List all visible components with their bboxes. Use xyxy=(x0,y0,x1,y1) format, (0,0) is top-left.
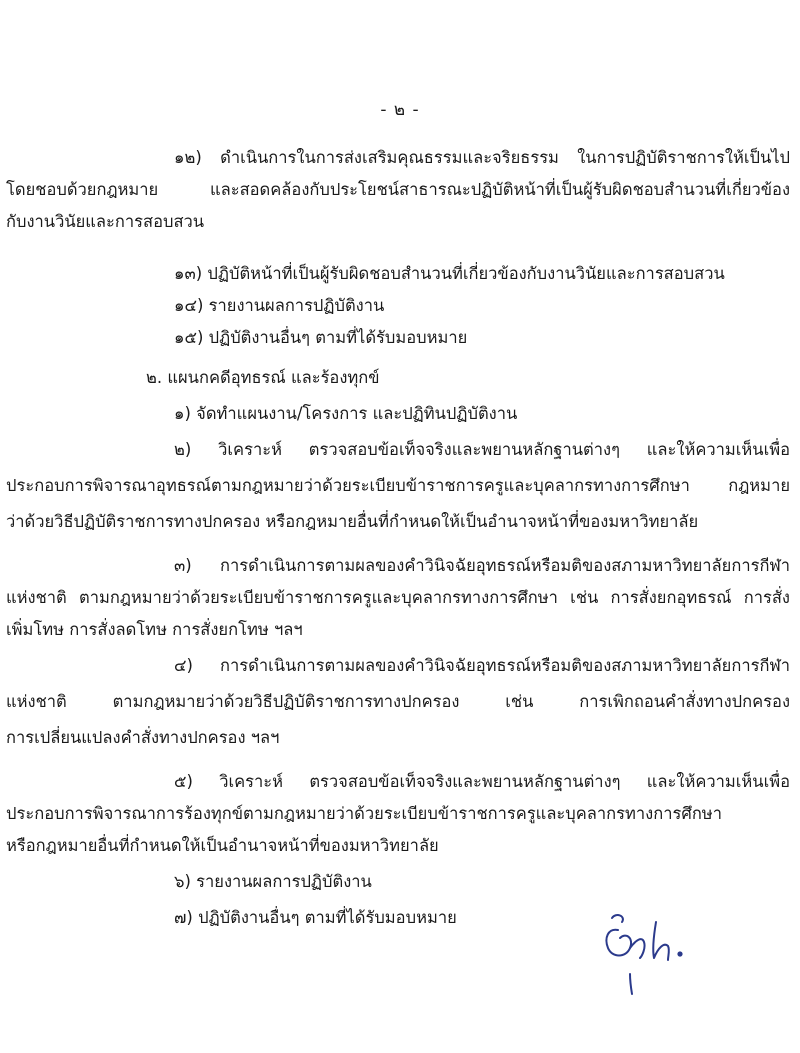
sub-item-5-line-1: ๕) วิเคราะห์ ตรวจสอบข้อเท็จจริงและพยานหลักฐานต่างๆ และให้ความเห็นเพื่อ xyxy=(174,772,790,791)
sub-item-7: ๗) ปฏิบัติงานอื่นๆ ตามที่ได้รับมอบหมาย xyxy=(174,908,457,927)
sub-item-2-line-2: ประกอบการพิจารณาอุทธรณ์ตามกฎหมายว่าด้วยระเบียบข้าราชการครูและบุคลากรทางการศึกษา กฎหมาย xyxy=(6,476,790,495)
sub-item-1: ๑) จัดทำแผนงาน/โครงการ และปฏิทินปฏิบัติงาน xyxy=(174,404,518,423)
item-13: ๑๓) ปฏิบัติหน้าที่เป็นผู้รับผิดชอบสำนวนที่เกี่ยวข้องกับงานวินัยและการสอบสวน xyxy=(174,264,725,283)
sub-item-6: ๖) รายงานผลการปฏิบัติงาน xyxy=(174,872,372,891)
sub-item-4-line-1: ๔) การดำเนินการตามผลของคำวินิจฉัยอุทธรณ์หรือมติของสภามหาวิทยาลัยการกีฬา xyxy=(174,656,790,675)
sub-item-5-line-3: หรือกฎหมายอื่นที่กำหนดให้เป็นอำนาจหน้าที่ของมหาวิทยาลัย xyxy=(6,836,439,855)
page-number: - ๒ - xyxy=(380,100,420,120)
item-14: ๑๔) รายงานผลการปฏิบัติงาน xyxy=(174,296,385,315)
item-15: ๑๕) ปฏิบัติงานอื่นๆ ตามที่ได้รับมอบหมาย xyxy=(174,328,468,347)
sub-item-2-line-1: ๒) วิเคราะห์ ตรวจสอบข้อเท็จจริงและพยานหลักฐานต่างๆ และให้ความเห็นเพื่อ xyxy=(174,440,790,459)
sub-item-4-line-3: การเปลี่ยนแปลงคำสั่งทางปกครอง ฯลฯ xyxy=(6,728,280,747)
sub-item-3-line-3: เพิ่มโทษ การสั่งลดโทษ การสั่งยกโทษ ฯลฯ xyxy=(6,620,303,639)
sub-item-3-line-2: แห่งชาติ ตามกฎหมายว่าด้วยระเบียบข้าราชการครูและบุคลากรทางการศึกษา เช่น การสั่งยกอุทธรณ์ การสั่ง xyxy=(6,588,790,607)
sub-item-5-line-2: ประกอบการพิจารณาการร้องทุกข์ตามกฎหมายว่าด้วยระเบียบข้าราชการครูและบุคลากรทางการศึกษา xyxy=(6,804,722,823)
sub-item-4-line-2: แห่งชาติ ตามกฎหมายว่าด้วยวิธีปฏิบัติราชการทางปกครอง เช่น การเพิกถอนคำสั่งทางปกครอง xyxy=(6,692,790,711)
sub-item-3-line-1: ๓) การดำเนินการตามผลของคำวินิจฉัยอุทธรณ์หรือมติของสภามหาวิทยาลัยการกีฬา xyxy=(174,556,790,575)
item-12-line-3: กับงานวินัยและการสอบสวน xyxy=(6,212,205,231)
sub-item-2-line-3: ว่าด้วยวิธีปฏิบัติราชการทางปกครอง หรือกฎหมายอื่นที่กำหนดให้เป็นอำนาจหน้าที่ของมหาวิทยาลัย xyxy=(6,512,699,531)
item-12-line-2: โดยชอบด้วยกฎหมาย และสอดคล้องกับประโยชน์สาธารณะปฏิบัติหน้าที่เป็นผู้รับผิดชอบสำนวนที่เกี่ยวข้อง xyxy=(6,180,790,199)
section-2-heading: ๒. แผนกคดีอุทธรณ์ และร้องทุกข์ xyxy=(146,368,380,387)
item-12-line-1: ๑๒) ดำเนินการในการส่งเสริมคุณธรรมและจริยธรรม ในการปฏิบัติราชการให้เป็นไป xyxy=(174,148,790,167)
handwritten-signature-icon xyxy=(596,908,736,998)
